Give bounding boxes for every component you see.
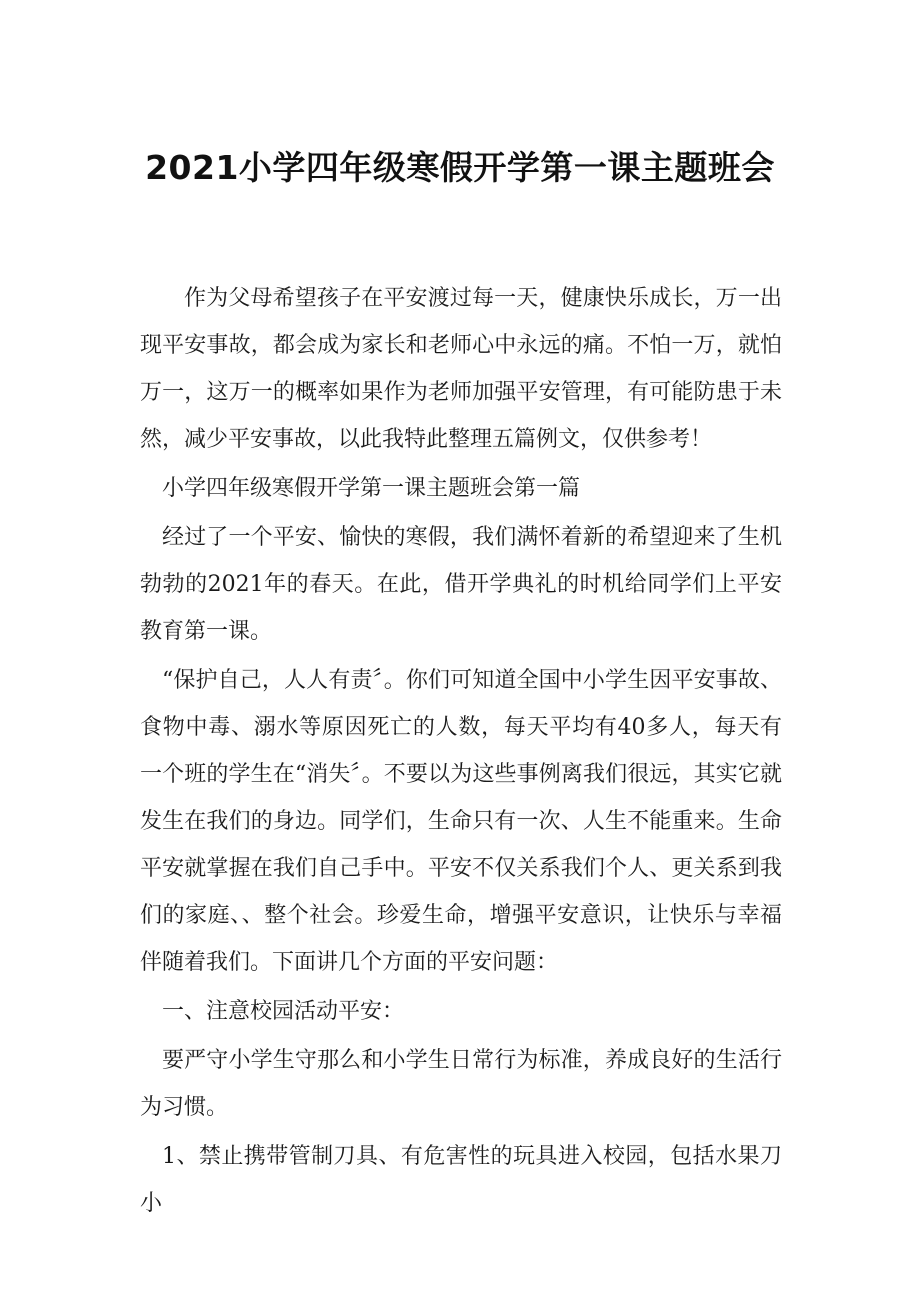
document-title: 2021小学四年级寒假开学第一课主题班会 [145,148,775,187]
subsection-heading: 一、注意校园活动平安： [162,999,405,1024]
document-body [140,275,782,1229]
body-paragraph: “保护自己，人人有责〞。你们可知道全国中小学生因平安事故、食物中毒、溺水等原因死亡的人数，每天平均有40多人，每天有一个班的学生在“消失〞。不要以为这些事例离我们很远，其实它就发生在我们的身边。同学们，生命只有一次、人生不能重来。生命平安就掌握在我们自己手中。平安不仅关系我们个人、更关系到我们的家庭、、整个社会。珍爱生命，增强平安意识，让快乐与幸福伴随着我们。下面讲几个方面的平安问题： [140,668,782,975]
intro-paragraph: 作为父母希望孩子在平安渡过每一天，健康快乐成长，万一出现平安事故，都会成为家长和老师心中永远的痛。不怕一万，就怕万一，这万一的概率如果作为老师加强平安管理，有可能防患于未然，减少平安事故，以此我特此整理五篇例文，仅供参考！ [140,286,782,452]
section-heading: 小学四年级寒假开学第一课主题班会第一篇 [162,476,581,501]
body-paragraph: 要严守小学生守那么和小学生日常行为标准，养成良好的生活行为习惯。 [140,1048,782,1120]
body-paragraph: 经过了一个平安、愉快的寒假，我们满怀着新的希望迎来了生机勃勃的2021年的春天。在此，借开学典礼的时机给同学们上平安教育第一课。 [140,525,782,644]
list-item: 1、禁止携带管制刀具、有危害性的玩具进入校园，包括水果刀小 [140,1144,782,1216]
